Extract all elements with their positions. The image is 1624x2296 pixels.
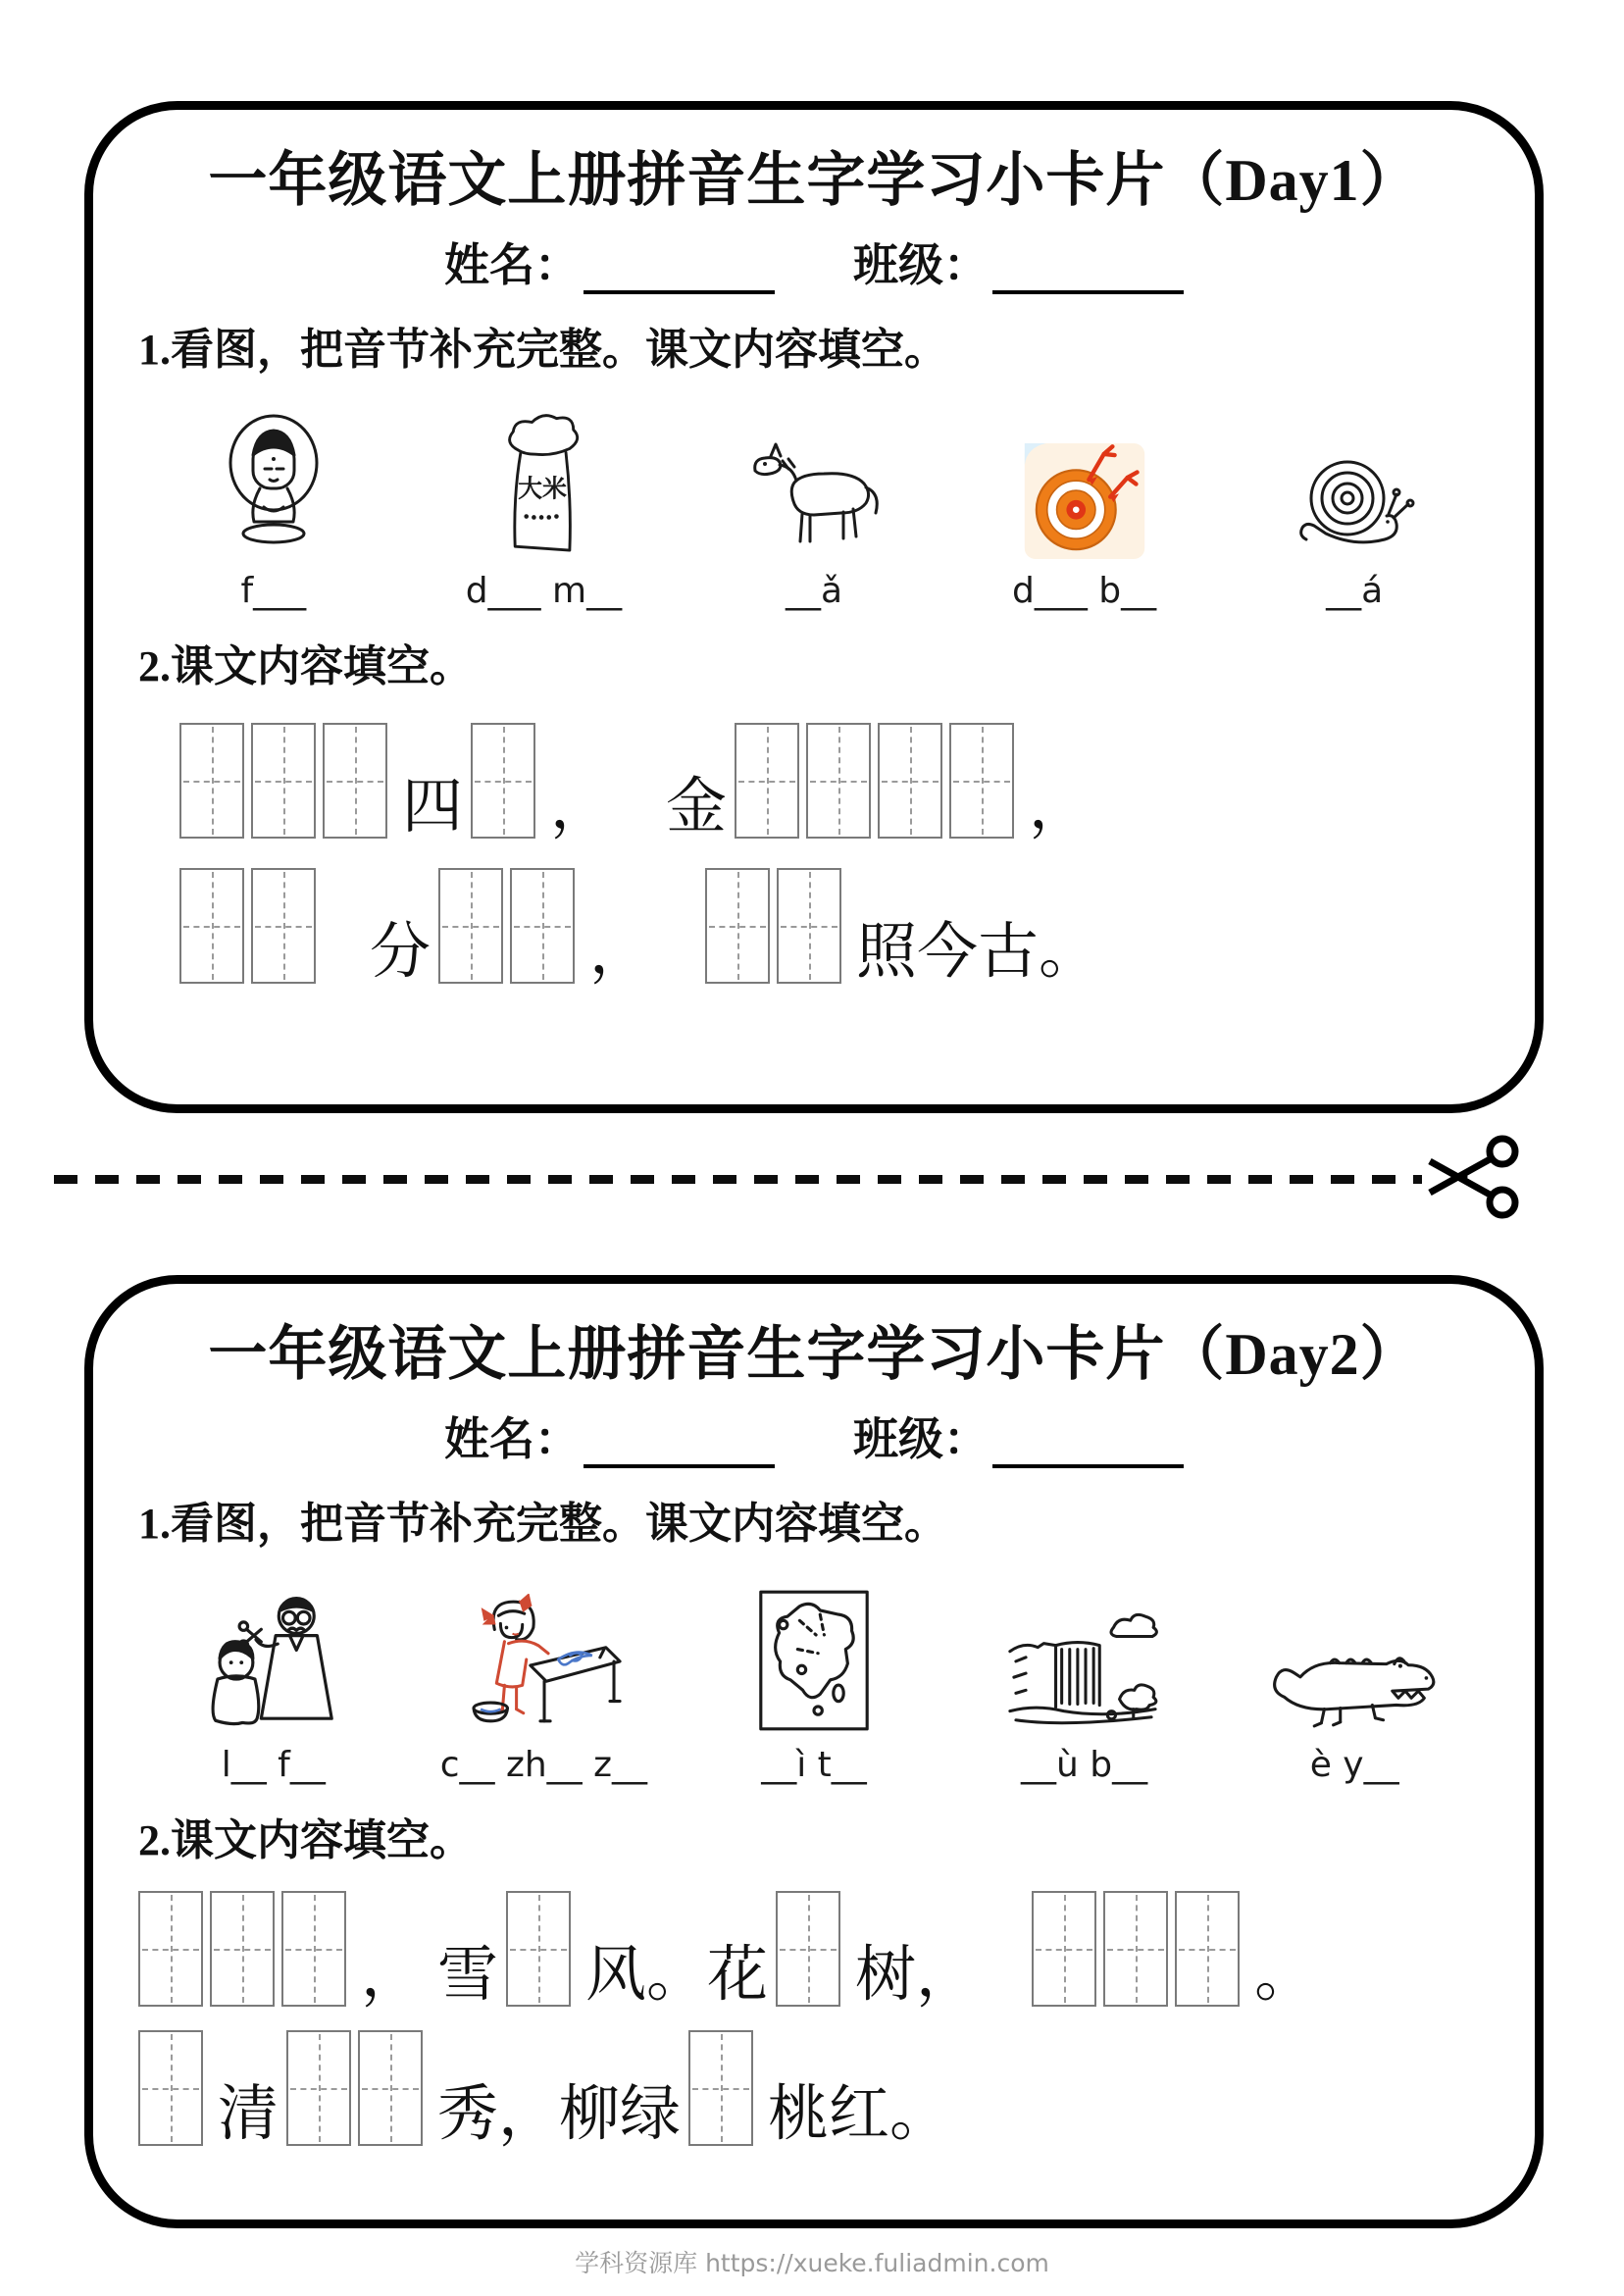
writing-grid-box[interactable] bbox=[506, 1891, 571, 2007]
fill-line-text: ， bbox=[1029, 773, 1091, 841]
pinyin-row bbox=[138, 571, 1490, 611]
section1-title: 1.看图，把音节补充完整。课文内容填空。 bbox=[138, 1500, 947, 1548]
fill-line-text: 金 bbox=[666, 773, 728, 841]
fill-line-text: 分 bbox=[370, 918, 431, 986]
painting-girl-image bbox=[409, 1594, 680, 1733]
cut-dashed-line bbox=[54, 1175, 1422, 1184]
class-label: 班级： bbox=[853, 240, 989, 290]
card-title: 一年级语文上册拼音生字学习小卡片（Day1） bbox=[208, 148, 1420, 213]
fill-line-text: 清 bbox=[218, 2080, 279, 2148]
writing-grid-box[interactable] bbox=[688, 2030, 753, 2146]
fill-line bbox=[138, 2030, 1490, 2146]
pinyin-blank[interactable]: f___ bbox=[240, 571, 307, 611]
pinyin-blank[interactable]: __ù b__ bbox=[1021, 1745, 1148, 1785]
fill-lines-area bbox=[138, 723, 1490, 984]
writing-grid-box[interactable] bbox=[251, 723, 316, 839]
crocodile-image bbox=[1219, 1631, 1490, 1733]
name-class-row bbox=[138, 1403, 1490, 1468]
writing-grid-box[interactable] bbox=[510, 868, 575, 984]
name-label: 姓名： bbox=[444, 240, 580, 290]
horse-image bbox=[679, 439, 949, 559]
pinyin-blank[interactable]: __ì t__ bbox=[761, 1745, 867, 1785]
fill-line-text: 照今古。 bbox=[856, 918, 1100, 986]
writing-grid-box[interactable] bbox=[471, 723, 535, 839]
class-blank-line[interactable] bbox=[992, 1421, 1184, 1468]
writing-grid-box[interactable] bbox=[806, 723, 871, 839]
writing-grid-box[interactable] bbox=[777, 868, 841, 984]
pinyin-row bbox=[138, 1745, 1490, 1785]
buddha-image bbox=[138, 412, 409, 559]
name-field bbox=[444, 230, 775, 294]
fill-line-text: 风。花 bbox=[585, 1941, 769, 2009]
section2-title: 2.课文内容填空。 bbox=[138, 1816, 473, 1864]
pinyin-blank[interactable]: __á bbox=[1326, 571, 1384, 611]
writing-grid-box[interactable] bbox=[705, 868, 770, 984]
waterfall-image bbox=[949, 1606, 1220, 1733]
writing-grid-box[interactable] bbox=[735, 723, 799, 839]
snail-image bbox=[1219, 449, 1490, 559]
writing-grid-box[interactable] bbox=[138, 1891, 203, 2007]
name-class-row bbox=[138, 230, 1490, 294]
fill-line bbox=[138, 1891, 1490, 2007]
fill-line-text: 桃红。 bbox=[768, 2080, 951, 2148]
fill-line-text: 秀，柳绿 bbox=[437, 2080, 682, 2148]
china-map-image bbox=[679, 1588, 949, 1733]
writing-grid-box[interactable] bbox=[179, 868, 244, 984]
writing-grid-box[interactable] bbox=[179, 723, 244, 839]
section1-title: 1.看图，把音节补充完整。课文内容填空。 bbox=[138, 326, 947, 374]
writing-grid-box[interactable] bbox=[210, 1891, 275, 2007]
writing-grid-box[interactable] bbox=[949, 723, 1014, 839]
rice-bag-caption: 大米 bbox=[518, 476, 568, 503]
fill-line-text: 雪 bbox=[437, 1941, 499, 2009]
writing-grid-box[interactable] bbox=[878, 723, 942, 839]
writing-grid-box[interactable] bbox=[1175, 1891, 1240, 2007]
card-title: 一年级语文上册拼音生字学习小卡片（Day2） bbox=[208, 1322, 1420, 1387]
worksheet-card-day2 bbox=[84, 1275, 1544, 2228]
writing-grid-box[interactable] bbox=[323, 723, 387, 839]
fill-line bbox=[179, 868, 1490, 984]
fill-lines-area bbox=[138, 1891, 1490, 2146]
writing-grid-box[interactable] bbox=[281, 1891, 346, 2007]
class-field bbox=[853, 1403, 1184, 1468]
fill-line-text: 树， bbox=[855, 1941, 978, 2009]
writing-grid-box[interactable] bbox=[251, 868, 316, 984]
writing-grid-box[interactable] bbox=[776, 1891, 840, 2007]
picture-row bbox=[138, 1555, 1490, 1733]
watermark: 学科资源库 https://xueke.fuliadmin.com bbox=[575, 2249, 1049, 2277]
writing-grid-box[interactable] bbox=[286, 2030, 351, 2146]
picture-row bbox=[138, 381, 1490, 559]
name-blank-line[interactable] bbox=[584, 247, 775, 294]
class-blank-line[interactable] bbox=[992, 247, 1184, 294]
barber-image bbox=[138, 1588, 409, 1733]
dartboard-image bbox=[949, 443, 1220, 559]
name-field bbox=[444, 1403, 775, 1468]
name-blank-line[interactable] bbox=[584, 1421, 775, 1468]
fill-line bbox=[179, 723, 1490, 839]
writing-grid-box[interactable] bbox=[1032, 1891, 1096, 2007]
pinyin-blank[interactable]: è y__ bbox=[1309, 1745, 1399, 1785]
name-label: 姓名： bbox=[444, 1414, 580, 1464]
class-label: 班级： bbox=[853, 1414, 989, 1464]
writing-grid-box[interactable] bbox=[358, 2030, 423, 2146]
writing-grid-box[interactable] bbox=[438, 868, 503, 984]
fill-line-text: 。 bbox=[1254, 1941, 1316, 2009]
worksheet-card-day1 bbox=[84, 101, 1544, 1113]
writing-grid-box[interactable] bbox=[138, 2030, 203, 2146]
pinyin-blank[interactable]: l__ f__ bbox=[221, 1745, 326, 1785]
fill-line-text: ， bbox=[361, 1941, 423, 2009]
pinyin-blank[interactable]: c__ zh__ z__ bbox=[439, 1745, 648, 1785]
writing-grid-box[interactable] bbox=[1103, 1891, 1168, 2007]
fill-line-text: ， bbox=[589, 918, 651, 986]
rice-bag-image bbox=[409, 404, 680, 559]
pinyin-blank[interactable]: d___ m__ bbox=[465, 571, 623, 611]
section2-title: 2.课文内容填空。 bbox=[138, 642, 473, 690]
pinyin-blank[interactable]: d___ b__ bbox=[1012, 571, 1157, 611]
scissors-icon bbox=[1420, 1130, 1528, 1224]
pinyin-blank[interactable]: __ǎ bbox=[785, 571, 843, 611]
class-field bbox=[853, 230, 1184, 294]
fill-line-text: ， bbox=[550, 773, 612, 841]
fill-line-text: 四 bbox=[402, 773, 464, 841]
